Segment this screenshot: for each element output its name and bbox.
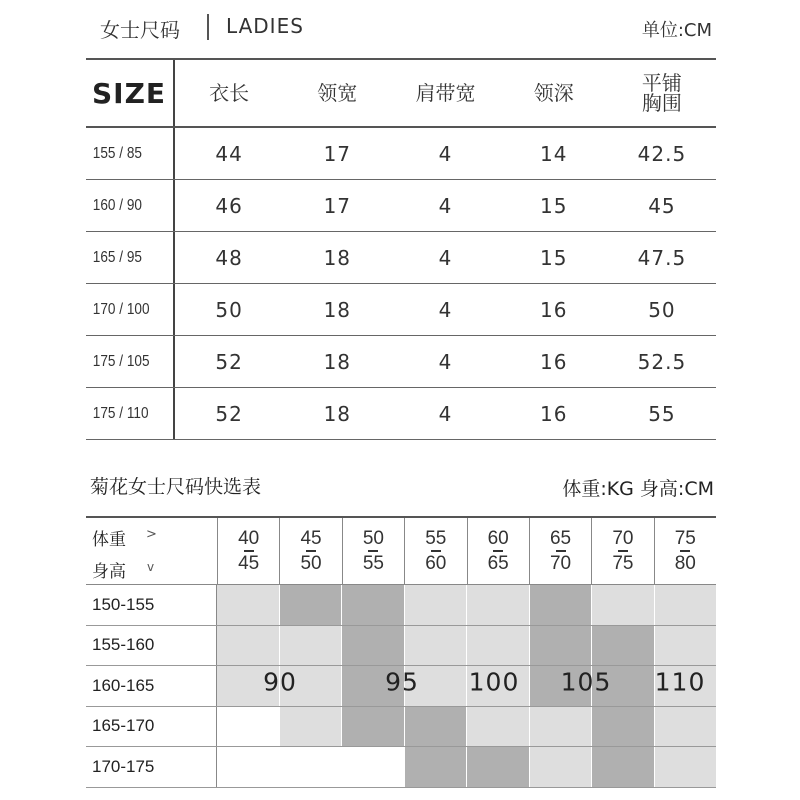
weight-range-from: 55	[425, 528, 447, 549]
size-zone-cell	[655, 747, 717, 787]
size-table-cell: 15	[539, 245, 568, 270]
size-zone-cell	[405, 707, 468, 747]
range-dash	[493, 550, 503, 552]
weight-range-from: 65	[549, 528, 572, 549]
height-row	[86, 626, 716, 667]
size-zone-cell	[467, 747, 530, 787]
size-zone-cell	[467, 585, 530, 625]
recommended-size-label: 110	[654, 667, 706, 697]
size-table-row	[86, 232, 716, 284]
range-dash	[618, 550, 628, 552]
weight-range-header	[468, 518, 530, 584]
column-header-length: 衣长	[209, 81, 250, 105]
size-zone-cell	[405, 585, 468, 625]
size-table-body	[86, 128, 716, 440]
weight-range-header	[592, 518, 654, 584]
weight-range-header	[655, 518, 716, 584]
size-table-cell: 4	[438, 245, 453, 270]
height-axis-arrow: v	[147, 560, 155, 574]
size-zone-cell	[530, 747, 593, 787]
weight-range-header	[218, 518, 280, 584]
chart-title-en: LADIES	[226, 14, 304, 38]
weight-axis-arrow: >	[146, 527, 157, 542]
range-dash	[556, 550, 566, 552]
size-zone-cell	[217, 585, 280, 625]
size-zone-cell	[342, 626, 405, 666]
size-zone-cell	[592, 585, 655, 625]
height-row	[86, 707, 716, 748]
unit-label: 单位:CM	[641, 20, 712, 41]
size-table-row	[86, 388, 716, 440]
size-zone-cell	[530, 707, 593, 747]
size-table-cell: 45	[648, 193, 676, 218]
height-row	[86, 747, 716, 788]
range-dash	[431, 550, 441, 552]
size-zone-cell	[530, 585, 593, 625]
size-zone-cell	[342, 707, 405, 747]
size-zone-cell	[655, 707, 717, 747]
size-table-cell: 4	[438, 141, 453, 166]
size-zone-cell	[217, 747, 280, 787]
weight-range-header	[343, 518, 405, 584]
height-range-label: 165-170	[86, 707, 217, 747]
size-table-cell: 44	[215, 141, 243, 166]
size-table-cell: 47.5	[637, 245, 687, 270]
size-zone-cell	[280, 707, 343, 747]
recommended-size-label: 105	[560, 667, 612, 697]
size-table-cell: 4	[438, 401, 453, 426]
quick-select-unit: 体重:KG 身高:CM	[562, 478, 714, 500]
chart-title-cn: 女士尺码	[100, 18, 180, 42]
size-zone-cell	[592, 707, 655, 747]
size-zone-cell	[405, 747, 468, 787]
size-row-label: 165 / 95	[92, 248, 142, 266]
size-zone-cell	[467, 626, 530, 666]
size-zone-cell	[467, 707, 530, 747]
column-header-strap-width: 肩带宽	[415, 81, 476, 105]
height-range-label: 160-165	[86, 666, 217, 706]
weight-range-to: 50	[300, 553, 322, 574]
column-header-chest: 平铺 胸围	[641, 71, 682, 115]
size-zone-cell	[280, 585, 343, 625]
size-table-cell: 16	[539, 349, 568, 374]
weight-range-to: 45	[238, 553, 260, 574]
size-row-label: 160 / 90	[92, 196, 142, 214]
recommended-size-label: 95	[385, 667, 419, 697]
height-axis-label: 身高	[92, 562, 126, 582]
weight-axis-label: 体重	[92, 530, 126, 550]
size-column-header: SIZE	[92, 76, 167, 110]
size-row-label: 175 / 105	[92, 352, 150, 370]
size-table-cell: 46	[215, 193, 243, 218]
column-header-neck-depth: 领深	[533, 81, 574, 105]
height-range-label: 155-160	[86, 626, 217, 666]
size-zone-cell	[217, 707, 280, 747]
weight-range-header	[280, 518, 342, 584]
size-table-cell: 42.5	[637, 141, 687, 166]
size-table-cell: 4	[438, 193, 453, 218]
size-table-cell: 16	[539, 401, 568, 426]
size-zone-cell	[655, 585, 717, 625]
weight-range-to: 80	[674, 553, 696, 574]
size-zone-cell	[280, 747, 343, 787]
height-range-label: 150-155	[86, 585, 217, 625]
size-table-cell: 52.5	[637, 349, 687, 374]
size-table	[86, 58, 716, 440]
size-table-cell: 17	[323, 141, 352, 166]
size-zone-cell	[592, 747, 655, 787]
size-table-cell: 52	[215, 349, 243, 374]
size-table-cell: 18	[323, 297, 352, 322]
weight-range-to: 70	[549, 553, 572, 574]
size-table-row	[86, 180, 716, 232]
size-table-row	[86, 128, 716, 180]
size-table-cell: 18	[323, 349, 352, 374]
weight-range-to: 75	[612, 553, 634, 574]
size-zone-cell	[592, 626, 655, 666]
height-row	[86, 585, 716, 626]
weight-range-from: 50	[362, 528, 384, 549]
weight-range-from: 70	[612, 528, 634, 549]
weight-range-from: 60	[487, 528, 509, 549]
size-table-cell: 14	[539, 141, 568, 166]
size-table-cell: 50	[215, 297, 243, 322]
size-zone-cell	[342, 747, 405, 787]
size-table-cell: 55	[648, 401, 676, 426]
size-row-label: 155 / 85	[92, 144, 142, 162]
weight-range-header	[405, 518, 467, 584]
size-table-cell: 16	[539, 297, 568, 322]
size-zone-cell	[342, 585, 405, 625]
size-table-row	[86, 336, 716, 388]
recommended-size-label: 90	[263, 667, 297, 697]
size-zone-cell	[530, 626, 593, 666]
weight-range-from: 40	[238, 528, 260, 549]
range-dash	[244, 550, 254, 552]
size-table-cell: 50	[648, 297, 676, 322]
size-table-cell: 18	[323, 401, 352, 426]
range-dash	[368, 550, 378, 552]
quick-select-grid	[86, 516, 716, 788]
size-zone-cell	[405, 626, 468, 666]
weight-range-header	[530, 518, 592, 584]
weight-range-to: 65	[487, 553, 509, 574]
quick-select-title: 菊花女士尺码快选表	[90, 476, 262, 498]
grid-corner	[86, 518, 218, 584]
size-table-cell: 52	[215, 401, 243, 426]
weight-range-from: 75	[674, 528, 696, 549]
quick-select-header	[86, 516, 716, 585]
weight-range-to: 60	[425, 553, 447, 574]
range-dash	[306, 550, 316, 552]
size-row-label: 170 / 100	[92, 300, 150, 318]
size-table-cell: 4	[438, 349, 453, 374]
size-table-header	[86, 58, 716, 128]
title-divider	[207, 14, 209, 40]
size-zone-cell	[217, 626, 280, 666]
size-zone-cell	[655, 626, 717, 666]
size-table-cell: 15	[539, 193, 568, 218]
range-dash	[680, 550, 690, 552]
weight-range-from: 45	[300, 528, 322, 549]
size-table-cell: 4	[438, 297, 453, 322]
recommended-size-label: 100	[468, 667, 520, 697]
size-table-row	[86, 284, 716, 336]
column-header-neck-width: 领宽	[317, 81, 358, 105]
size-table-cell: 17	[323, 193, 352, 218]
size-row-label: 175 / 110	[92, 404, 149, 422]
weight-range-to: 55	[362, 553, 384, 574]
size-table-cell: 48	[215, 245, 243, 270]
size-table-cell: 18	[323, 245, 352, 270]
height-range-label: 170-175	[86, 747, 217, 787]
size-zone-cell	[280, 626, 343, 666]
